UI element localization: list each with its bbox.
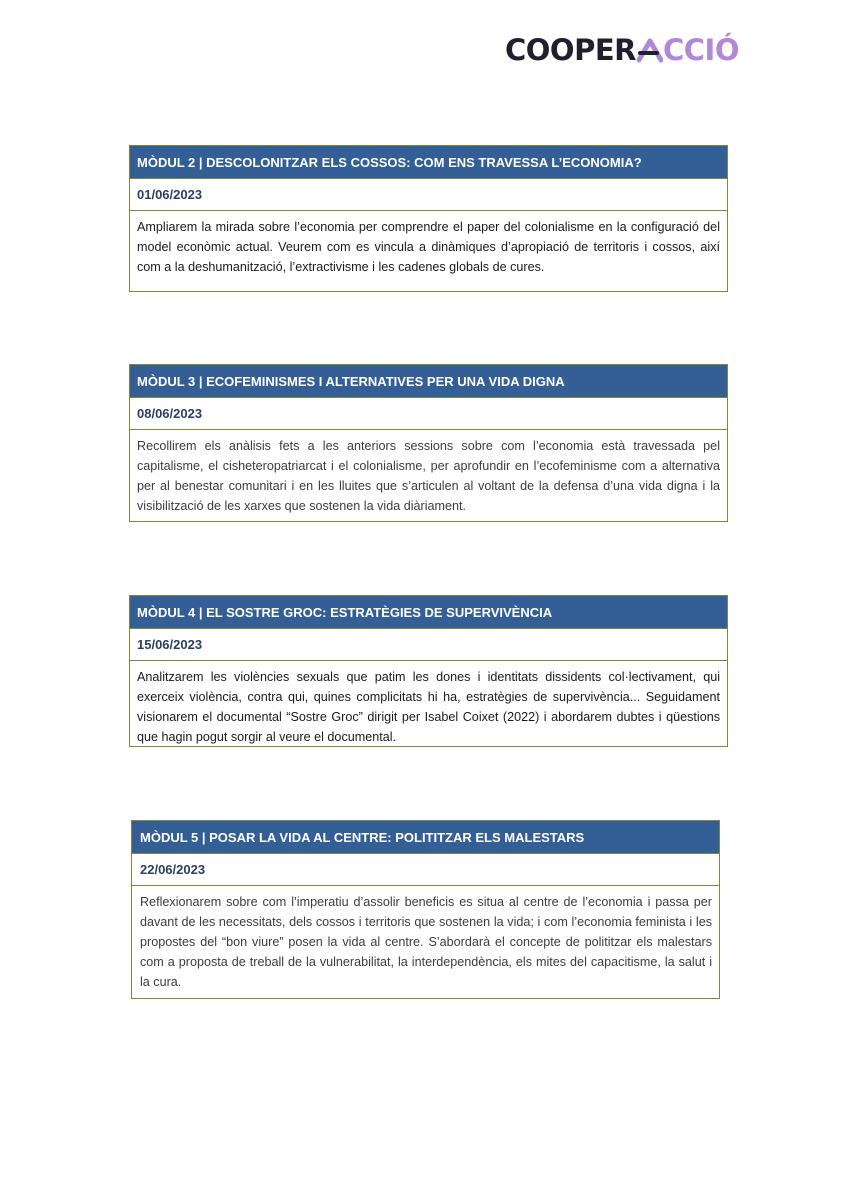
- module-4-description: Analitzarem les violències sexuals que patim les dones i identitats dissidents col·lectivament, qui exerceix violència, contra qui, quines complicitats hi ha, estratègies de supervivència... Seguidament visionarem el documental “Sostre Groc” dirigit per Isabel Coixet (2022) i abordarem dubtes i qüestions que hagin pogut sorgir al veure el documental.: [137, 670, 720, 744]
- logo-text-ccio: CCIÓ: [662, 33, 739, 67]
- module-4-title: MÒDUL 4 | EL SOSTRE GROC: ESTRATÈGIES DE SUPERVIVÈNCIA: [130, 596, 727, 629]
- module-4-date: 15/06/2023: [130, 629, 727, 661]
- module-5-title: MÒDUL 5 | POSAR LA VIDA AL CENTRE: POLITITZAR ELS MALESTARS: [132, 821, 719, 854]
- module-3-title: MÒDUL 3 | ECOFEMINISMES I ALTERNATIVES PER UNA VIDA DIGNA: [130, 365, 727, 398]
- module-3-date: 08/06/2023: [130, 398, 727, 430]
- module-4-box: [129, 595, 728, 747]
- module-5-box: [131, 820, 720, 999]
- module-2-title: MÒDUL 2 | DESCOLONITZAR ELS COSSOS: COM ENS TRAVESSA L’ECONOMIA?: [130, 146, 727, 179]
- module-5-date: 22/06/2023: [132, 854, 719, 886]
- module-2-description: Ampliarem la mirada sobre l’economia per comprendre el paper del colonialisme en la configuració del model econòmic actual. Veurem com es vincula a dinàmiques d’apropiació de territoris i cossos, així com a la deshumanització, l’extractivisme i les cadenes globals de cures.: [137, 220, 720, 274]
- stylized-a-icon: [637, 38, 663, 64]
- module-3-box: [129, 364, 728, 522]
- module-5-description: Reflexionarem sobre com l’imperatiu d’assolir beneficis es situa al centre de l’economia i passa per davant de les necessitats, dels cossos i territoris que sostenen la vida; i com l’economia feminista i les propostes del “bon viure” posen la vida al centre. S’abordarà el concepte de polititzar els malestars com a proposta de treball de la vulnerabilitat, la interdependència, els mites del capacitisme, la salut i la cura.: [140, 895, 712, 989]
- cooperaccio-logo: [505, 33, 739, 67]
- module-2-date: 01/06/2023: [130, 179, 727, 211]
- logo-text-cooper: COOPER: [505, 33, 636, 67]
- module-3-description: Recollirem els anàlisis fets a les anteriors sessions sobre com l’economia està travessada pel capitalisme, el cisheteropatriarcat i el colonialisme, per aprofundir en l’ecofeminisme com a alternativa per al benestar comunitari i en les lluites que s’articulen al voltant de la defensa d’una vida digna i la visibilització de les xarxes que sostenen la vida diàriament.: [137, 439, 720, 513]
- module-2-box: [129, 145, 728, 292]
